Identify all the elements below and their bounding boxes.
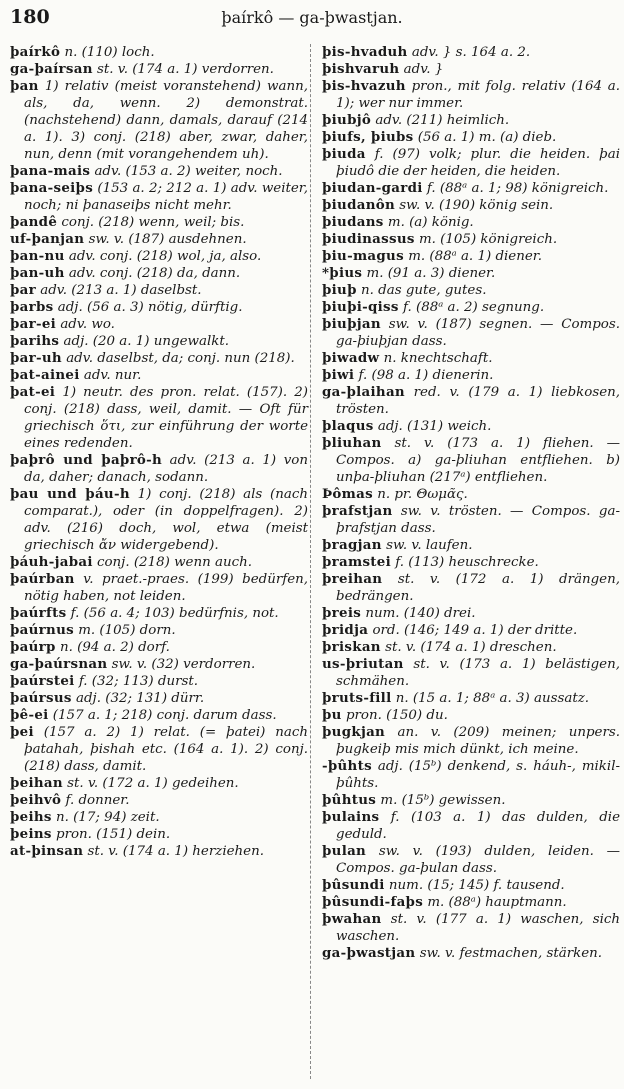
- entry-definition: adv. }: [399, 62, 444, 77]
- dictionary-entry: [322, 622, 620, 639]
- entry-definition: sw. v. (193) dulden, leiden. — Compos. ga-þulan dass.: [336, 844, 620, 876]
- entry-headword: þrafstjan: [322, 503, 393, 519]
- entry-definition: f. (32; 113) durst.: [74, 674, 198, 689]
- entry-headword: us-þriutan: [322, 656, 404, 672]
- entry-definition: n. (17; 94) zeit.: [51, 810, 160, 825]
- entry-headword: þan: [10, 78, 39, 94]
- dictionary-entry: [10, 78, 308, 163]
- entry-headword: ga-þlaihan: [322, 384, 405, 400]
- entry-headword: þûhtus: [322, 792, 377, 808]
- column-divider: [310, 44, 311, 1079]
- dictionary-entry: [10, 690, 308, 707]
- dictionary-entry: [322, 197, 620, 214]
- entry-headword: þiubjô: [322, 112, 372, 128]
- entry-headword: þeihan: [10, 775, 63, 791]
- dictionary-entry: [322, 418, 620, 435]
- entry-definition: st. v. (177 a. 1) waschen, sich waschen.: [336, 912, 620, 944]
- entry-headword: þliuhan: [322, 435, 382, 451]
- dictionary-entry: [10, 656, 308, 673]
- entry-definition: st. v. (174 a. 1) dreschen.: [380, 640, 557, 655]
- entry-headword: þeihvô: [10, 792, 62, 808]
- entry-headword: þugkjan: [322, 724, 386, 740]
- entry-headword: *þius: [322, 265, 363, 281]
- dictionary-entry: [10, 333, 308, 350]
- dictionary-entry: [322, 809, 620, 843]
- entry-headword: þar: [10, 282, 36, 298]
- entry-headword: þaúrp: [10, 639, 56, 655]
- entry-definition: (157 a. 1; 218) conj. darum dass.: [48, 708, 277, 723]
- dictionary-entry: [322, 537, 620, 554]
- entry-definition: adv. (153 a. 2) weiter, noch.: [90, 164, 283, 179]
- entry-definition: an. v. (209) meinen; unpers. þugkeiþ mis mich dünkt, ich meine.: [336, 725, 620, 757]
- entry-definition: adv. } s. 164 a. 2.: [407, 45, 531, 60]
- entry-definition: adj. (15ᵇ) denkend, s. háuh-, mikil-þûhts.: [336, 759, 620, 791]
- entry-headword: þlaqus: [322, 418, 374, 434]
- entry-definition: (157 a. 2) 1) relat. (= þatei) nach þatahah, þishah etc. (164 a. 1). 2) conj. (218) dass, damit.: [24, 725, 308, 774]
- entry-headword: þeihs: [10, 809, 52, 825]
- entry-headword: -þûhts: [322, 758, 372, 774]
- entry-headword: þiwadw: [322, 350, 380, 366]
- entry-headword: þreihan: [322, 571, 383, 587]
- entry-headword: ga-þaírsan: [10, 61, 93, 77]
- entry-definition: st. v. (172 a. 1) drängen, bedrängen.: [336, 572, 620, 604]
- dictionary-entry: [10, 163, 308, 180]
- dictionary-entry: [322, 180, 620, 197]
- entry-definition: st. v. (172 a. 1) gedeihen.: [62, 776, 239, 791]
- entry-headword: þiwi: [322, 367, 355, 383]
- dictionary-entry: [10, 724, 308, 775]
- dictionary-entry: [322, 282, 620, 299]
- left-column: [10, 44, 308, 860]
- dictionary-entry: [10, 486, 308, 554]
- entry-headword: þan-uh: [10, 265, 65, 281]
- entry-headword: þaúrban: [10, 571, 75, 587]
- dictionary-entry: [322, 214, 620, 231]
- entry-definition: sw. v. (32) verdorren.: [107, 657, 256, 672]
- entry-headword: þiuda: [322, 146, 366, 162]
- dictionary-entry: [322, 129, 620, 146]
- dictionary-entry: [322, 435, 620, 486]
- entry-definition: conj. (218) wenn, weil; bis.: [57, 215, 245, 230]
- entry-definition: st. v. (173 a. 1) fliehen. — Compos. a) ga-þliuhan entfliehen. b) unþa-þliuhan (217ᵃ) entfliehen.: [336, 436, 620, 485]
- entry-definition: num. (140) drei.: [361, 606, 476, 621]
- entry-definition: adj. (131) weich.: [373, 419, 492, 434]
- dictionary-entry: [322, 61, 620, 78]
- entry-definition: (153 a. 2; 212 a. 1) adv. weiter, noch; ni þanaseiþs nicht mehr.: [24, 181, 308, 213]
- dictionary-entry: [322, 367, 620, 384]
- entry-headword: þiuþjan: [322, 316, 381, 332]
- dictionary-entry: [10, 605, 308, 622]
- dictionary-entry: [322, 690, 620, 707]
- entry-headword: þramstei: [322, 554, 391, 570]
- dictionary-entry: [10, 316, 308, 333]
- dictionary-entry: [322, 724, 620, 758]
- dictionary-entry: [322, 350, 620, 367]
- entry-definition: adv. wo.: [56, 317, 115, 332]
- dictionary-entry: [10, 214, 308, 231]
- entry-definition: 1) relativ (meist voranstehend) wann, als, da, wenn. 2) demonstrat. (nachstehend) dann, damals, darauf (214 a. 1). 3) conj. (218) aber, zwar, daher, nun, denn (mit vorangehendem uh).: [24, 79, 308, 162]
- entry-definition: pron. (151) dein.: [51, 827, 171, 842]
- entry-definition: st. v. (173 a. 1) belästigen, schmähen.: [336, 657, 620, 689]
- entry-headword: ga-þwastjan: [322, 945, 416, 961]
- entry-headword: þûsundi-faþs: [322, 894, 424, 910]
- entry-headword: þeins: [10, 826, 52, 842]
- entry-definition: sw. v. (187) segnen. — Compos. ga-þiuþjan dass.: [336, 317, 620, 349]
- entry-definition: st. v. (174 a. 1) herziehen.: [83, 844, 264, 859]
- dictionary-entry: [10, 639, 308, 656]
- dictionary-entry: [322, 299, 620, 316]
- entry-definition: adv. (211) heimlich.: [371, 113, 510, 128]
- entry-headword: þarihs: [10, 333, 60, 349]
- dictionary-entry: [322, 911, 620, 945]
- entry-headword: þaúrstei: [10, 673, 75, 689]
- dictionary-entry: [10, 673, 308, 690]
- dictionary-entry: [322, 44, 620, 61]
- entry-definition: sw. v. festmachen, stärken.: [415, 946, 603, 961]
- dictionary-entry: [322, 707, 620, 724]
- page-number: 180: [10, 6, 50, 28]
- entry-headword: þáuh-jabai: [10, 554, 93, 570]
- entry-headword: þana-mais: [10, 163, 91, 179]
- entry-definition: pron. (150) du.: [341, 708, 448, 723]
- entry-headword: þriskan: [322, 639, 381, 655]
- entry-headword: þiuþ: [322, 282, 357, 298]
- entry-definition: m. (88ᵃ) hauptmann.: [423, 895, 567, 910]
- entry-definition: adv. (213 a. 1) von da, daher; danach, sodann.: [24, 453, 308, 485]
- dictionary-entry: [10, 775, 308, 792]
- entry-definition: m. (91 a. 3) diener.: [362, 266, 496, 281]
- entry-definition: v. praet.-praes. (199) bedürfen, nötig haben, not leiden.: [24, 572, 308, 604]
- entry-headword: þana-seiþs: [10, 180, 94, 196]
- entry-definition: f. (88ᵃ a. 2) segnung.: [398, 300, 545, 315]
- entry-definition: num. (15; 145) f. tausend.: [384, 878, 565, 893]
- dictionary-entry: [322, 316, 620, 350]
- entry-definition: m. (15ᵇ) gewissen.: [376, 793, 506, 808]
- entry-definition: adv. conj. (218) da, dann.: [64, 266, 241, 281]
- dictionary-entry: [10, 571, 308, 605]
- entry-definition: adj. (56 a. 3) nötig, dürftig.: [53, 300, 243, 315]
- entry-definition: pron., mit folg. relativ (164 a. 1); wer nur immer.: [336, 79, 620, 111]
- dictionary-entry: [322, 146, 620, 180]
- entry-headword: þê-ei: [10, 707, 49, 723]
- entry-headword: þaírkô: [10, 44, 61, 60]
- entry-definition: sw. v. laufen.: [381, 538, 473, 553]
- entry-headword: þau und þáu-h: [10, 486, 130, 502]
- entry-definition: adj. (20 a. 1) ungewalkt.: [59, 334, 229, 349]
- entry-definition: adv. nur.: [79, 368, 142, 383]
- entry-definition: sw. v. trösten. — Compos. ga-þrafstjan dass.: [336, 504, 620, 536]
- entry-headword: þan-nu: [10, 248, 65, 264]
- entry-headword: þridja: [322, 622, 369, 638]
- dictionary-entry: [10, 282, 308, 299]
- entry-headword: þiudans: [322, 214, 384, 230]
- entry-definition: n. knechtschaft.: [379, 351, 493, 366]
- dictionary-entry: [10, 554, 308, 571]
- dictionary-entry: [10, 826, 308, 843]
- entry-headword: þaþrô und þaþrô-h: [10, 452, 163, 468]
- dictionary-entry: [322, 605, 620, 622]
- dictionary-entry: [322, 554, 620, 571]
- dictionary-entry: [322, 792, 620, 809]
- entry-definition: adv. daselbst, da; conj. nun (218).: [61, 351, 295, 366]
- entry-definition: 1) neutr. des pron. relat. (157). 2) conj. (218) dass, weil, damit. — Oft für griechisch ὅτι, zur einführung der worte eines redenden.: [24, 385, 308, 451]
- entry-headword: þiudinassus: [322, 231, 415, 247]
- dictionary-entry: [322, 877, 620, 894]
- entry-headword: þu: [322, 707, 342, 723]
- dictionary-entry: [322, 945, 620, 962]
- entry-headword: þar-uh: [10, 350, 62, 366]
- entry-definition: f. (103 a. 1) das dulden, die geduld.: [336, 810, 620, 842]
- entry-definition: m. (105) dorn.: [73, 623, 176, 638]
- entry-definition: n. (110) loch.: [60, 45, 155, 60]
- dictionary-entry: [322, 656, 620, 690]
- entry-definition: n. (15 a. 1; 88ᵃ a. 3) aussatz.: [391, 691, 590, 706]
- dictionary-entry: [322, 486, 620, 503]
- dictionary-entry: [10, 384, 308, 452]
- dictionary-entry: [322, 231, 620, 248]
- entry-headword: þiu-magus: [322, 248, 404, 264]
- entry-definition: red. v. (179 a. 1) liebkosen, trösten.: [336, 385, 620, 417]
- entry-headword: Þômas: [322, 486, 373, 502]
- entry-definition: sw. v. (187) ausdehnen.: [84, 232, 247, 247]
- page-header: [0, 6, 624, 32]
- dictionary-entry: [322, 78, 620, 112]
- dictionary-entry: [322, 384, 620, 418]
- entry-definition: n. (94 a. 2) dorf.: [55, 640, 170, 655]
- dictionary-entry: [10, 299, 308, 316]
- entry-definition: adj. (32; 131) dürr.: [71, 691, 205, 706]
- entry-headword: þis-hvazuh: [322, 78, 406, 94]
- entry-definition: (56 a. 1) m. (a) dieb.: [413, 130, 557, 145]
- dictionary-entry: [322, 503, 620, 537]
- entry-headword: þûsundi: [322, 877, 385, 893]
- entry-headword: ga-þaúrsnan: [10, 656, 108, 672]
- entry-definition: adv. (213 a. 1) daselbst.: [36, 283, 202, 298]
- entry-definition: f. (56 a. 4; 103) bedürfnis, not.: [66, 606, 279, 621]
- entry-headword: þar-ei: [10, 316, 57, 332]
- entry-definition: f. (98 a. 1) dienerin.: [354, 368, 494, 383]
- entry-headword: þulains: [322, 809, 380, 825]
- entry-definition: f. (113) heuschrecke.: [391, 555, 539, 570]
- running-head: þaírkô — ga-þwastjan.: [221, 8, 403, 27]
- entry-headword: þis-hvaduh: [322, 44, 408, 60]
- entry-definition: 1) conj. (218) als (nach comparat.), oder (in doppelfragen). 2) adv. (216) doch, wol, etwa (meist griechisch ἄν widergebend).: [24, 487, 308, 553]
- right-column: [322, 44, 620, 962]
- entry-headword: þishvaruh: [322, 61, 400, 77]
- entry-definition: ord. (146; 149 a. 1) der dritte.: [368, 623, 578, 638]
- entry-headword: þruts-fill: [322, 690, 392, 706]
- entry-headword: þaúrnus: [10, 622, 74, 638]
- dictionary-entry: [322, 112, 620, 129]
- dictionary-entry: [10, 792, 308, 809]
- entry-definition: conj. (218) wenn auch.: [92, 555, 252, 570]
- entry-headword: þiufs, þiubs: [322, 129, 414, 145]
- entry-definition: f. donner.: [61, 793, 130, 808]
- dictionary-entry: [322, 843, 620, 877]
- dictionary-entry: [10, 350, 308, 367]
- entry-definition: m. (105) königreich.: [414, 232, 558, 247]
- entry-headword: at-þinsan: [10, 843, 84, 859]
- dictionary-entry: [10, 44, 308, 61]
- dictionary-entry: [322, 571, 620, 605]
- entry-definition: sw. v. (190) könig sein.: [395, 198, 554, 213]
- entry-definition: f. (88ᵃ a. 1; 98) königreich.: [422, 181, 609, 196]
- dictionary-entry: [322, 894, 620, 911]
- dictionary-entry: [10, 809, 308, 826]
- entry-headword: þarbs: [10, 299, 54, 315]
- dictionary-entry: [10, 452, 308, 486]
- entry-headword: þaúrfts: [10, 605, 67, 621]
- dictionary-entry: [10, 622, 308, 639]
- entry-headword: þiuþi-qiss: [322, 299, 399, 315]
- entry-headword: þragjan: [322, 537, 382, 553]
- entry-definition: st. v. (174 a. 1) verdorren.: [92, 62, 274, 77]
- entry-headword: þiudan-gardi: [322, 180, 423, 196]
- dictionary-entry: [10, 248, 308, 265]
- entry-definition: f. (97) volk; plur. die heiden. þai þiudô die der heiden, die heiden.: [336, 147, 620, 179]
- dictionary-entry: [10, 61, 308, 78]
- entry-headword: þat-ei: [10, 384, 56, 400]
- dictionary-entry: [10, 707, 308, 724]
- dictionary-entry: [322, 639, 620, 656]
- entry-definition: adv. conj. (218) wol, ja, also.: [64, 249, 262, 264]
- entry-definition: m. (a) könig.: [383, 215, 474, 230]
- dictionary-entry: [322, 248, 620, 265]
- dictionary-entry: [10, 231, 308, 248]
- entry-definition: n. das gute, gutes.: [356, 283, 487, 298]
- entry-headword: þreis: [322, 605, 362, 621]
- dictionary-entry: [10, 367, 308, 384]
- dictionary-entry: [10, 265, 308, 282]
- entry-headword: þiudanôn: [322, 197, 396, 213]
- entry-headword: þei: [10, 724, 34, 740]
- entry-headword: þwahan: [322, 911, 382, 927]
- entry-headword: uf-þanjan: [10, 231, 85, 247]
- entry-headword: þaúrsus: [10, 690, 72, 706]
- dictionary-entry: [322, 265, 620, 282]
- dictionary-entry: [322, 758, 620, 792]
- dictionary-entry: [10, 843, 308, 860]
- dictionary-entry: [10, 180, 308, 214]
- entry-headword: þulan: [322, 843, 367, 859]
- entry-definition: n. pr. Θωμᾶς.: [372, 487, 468, 502]
- entry-headword: þandê: [10, 214, 58, 230]
- entry-definition: m. (88ᵃ a. 1) diener.: [403, 249, 542, 264]
- entry-headword: þat-ainei: [10, 367, 80, 383]
